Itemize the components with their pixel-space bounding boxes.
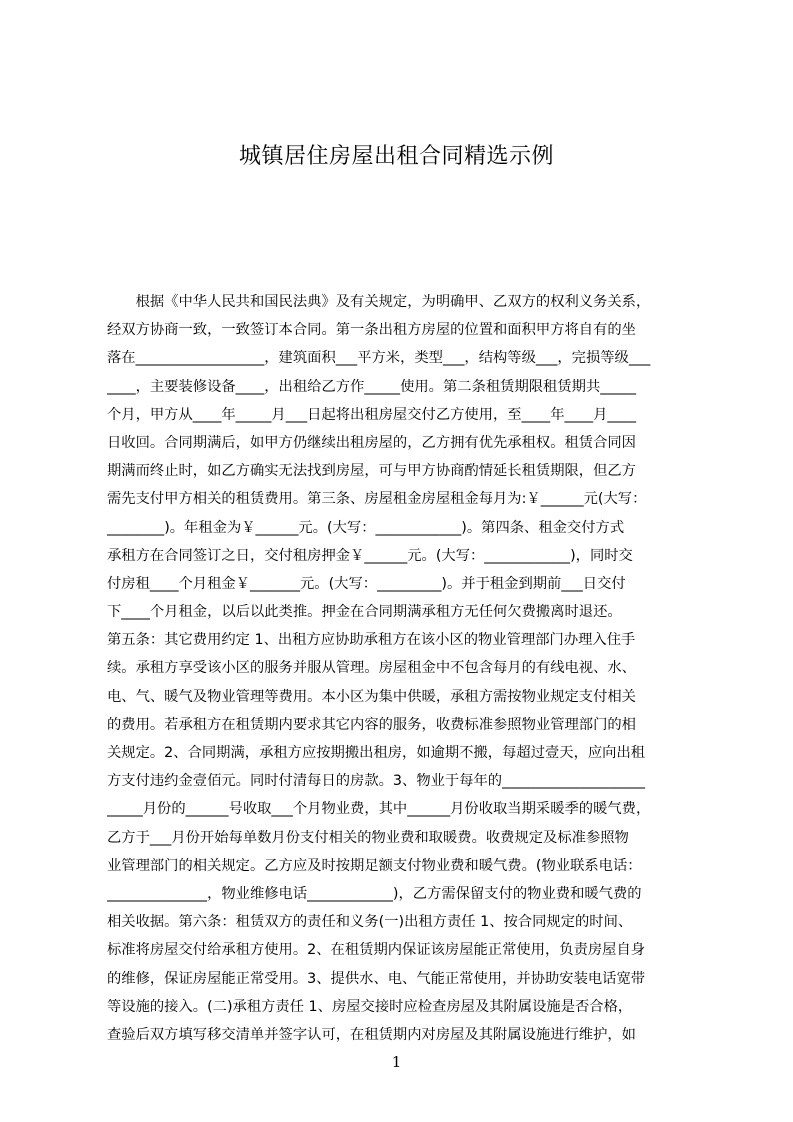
text-line: 第五条：其它费用约定 1、出租方应协助承租方在该小区的物业管理部门办理入住手 [107, 632, 636, 649]
text-line: ____，主要装修设备____，出租给乙方作_____使用。第二条租赁期限租赁期共_____ [107, 378, 636, 395]
text-line: 业管理部门的相关规定。乙方应及时按期足额支付物业费和暖气费。(物业联系电话： [107, 857, 642, 874]
text-line: 标准将房屋交付给承租方使用。2、在租赁期内保证该房屋能正常使用，负责房屋自身 [107, 942, 646, 959]
text-line: 等设施的接入。(二)承租方责任 1、房屋交接时应检查房屋及其附属设施是否合格， [107, 998, 633, 1015]
text-line: 日收回。合同期满后，如甲方仍继续出租房屋的，乙方拥有优先承租权。租赁合同因 [107, 434, 636, 451]
text-line: ________)。年租金为￥______元。(大写：____________)。第四条、租金交付方式 [107, 519, 625, 536]
text-line: 方支付违约金壹佰元。同时付清每日的房款。3、物业于每年的____________________ [107, 773, 646, 790]
text-line: 落在__________________，建筑面积___平方米，类型___，结构等级___，完损等级___ [107, 350, 651, 367]
text-line: 相关收据。第六条：租赁双方的责任和义务(一)出租方责任 1、按合同规定的时间、 [107, 914, 633, 931]
contract-body [107, 288, 698, 1049]
text-line: 个月，甲方从____年_____月___日起将出租房屋交付乙方使用，至____年____月____ [107, 406, 636, 423]
text-line: 续。承租方享受该小区的服务并服从管理。房屋租金中不包含每月的有线电视、水、 [107, 660, 636, 677]
document-title: 城镇居住房屋出租合同精选示例 [238, 144, 554, 169]
text-line: 下____个月租金，以后以此类推。押金在合同期满承租方无任何欠费搬离时退还。 [107, 604, 622, 621]
text-line: 经双方协商一致，一致签订本合同。第一条出租方房屋的位置和面积甲方将自有的坐 [107, 322, 636, 339]
text-line: 期满而终止时，如乙方确实无法找到房屋，可与甲方协商酌情延长租赁期限，但乙方 [107, 463, 636, 480]
text-line: 查验后双方填写移交清单并签字认可，在租赁期内对房屋及其附属设施进行维护，如 [107, 1026, 636, 1043]
text-line: 承租方在合同签订之日，交付租房押金￥______元。(大写：____________)，同时交 [107, 547, 633, 564]
text-line: 需先支付甲方相关的租赁费用。第三条、房屋租金房屋租金每月为:￥______元(大写： [107, 491, 647, 508]
text-line: 乙方于___月份开始每单数月份支付相关的物业费和取暖费。收费规定及标准参照物 [107, 829, 629, 846]
text-line: 关规定。2、合同期满，承租方应按期搬出租房，如逾期不搬，每超过壹天，应向出租 [107, 745, 646, 761]
text-line: 付房租____个月租金￥_______元。(大写：_________)。并于租金到期前___日交付 [107, 575, 626, 592]
page-number: 1 [391, 1053, 402, 1071]
text-line: 根据《中华人民共和国民法典》及有关规定，为明确甲、乙双方的权利义务关系， [107, 294, 651, 310]
text-line: 的费用。若承租方在租赁期内要求其它内容的服务，收费标准参照物业管理部门的相 [107, 716, 636, 733]
text-line: _____月份的______号收取___个月物业费，其中______月份收取当期采暖季的暖气费， [107, 801, 651, 818]
text-line: 的维修，保证房屋能正常受用。3、提供水、电、气能正常使用，并协助安装电话宽带 [107, 970, 646, 987]
text-line: 电、气、暖气及物业管理等费用。本小区为集中供暖，承租方需按物业规定支付相关 [107, 688, 636, 705]
text-line: ______________，物业维修电话____________)，乙方需保留支付的物业费和暖气费的 [107, 885, 642, 902]
